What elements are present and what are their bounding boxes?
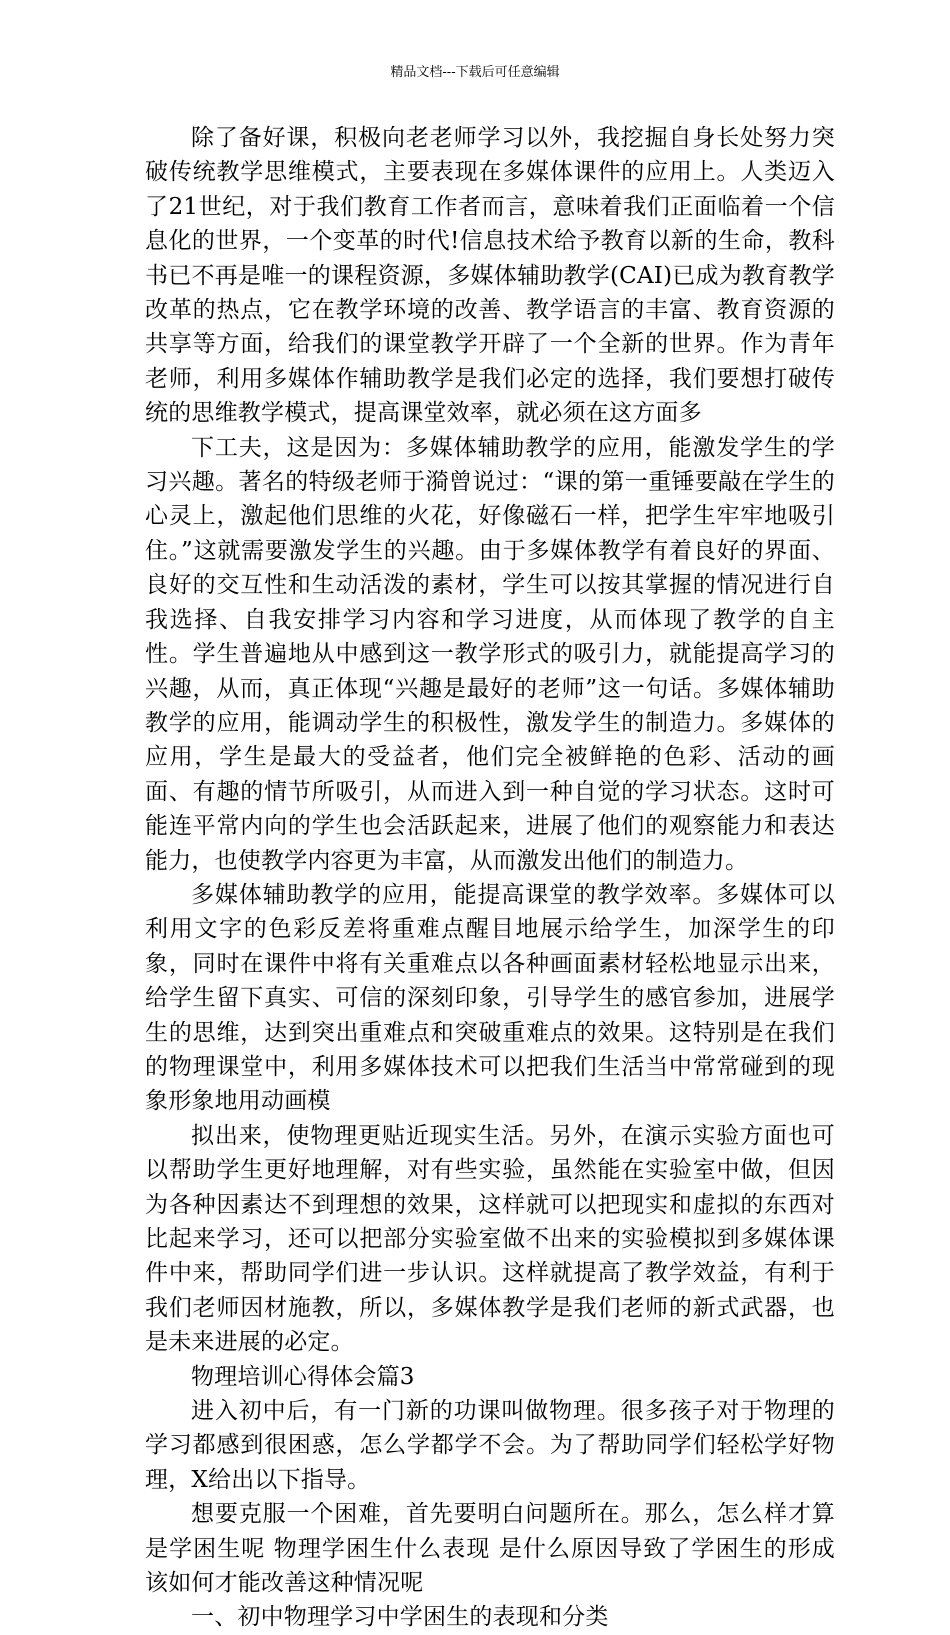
paragraph-1: 除了备好课，积极向老老师学习以外，我挖掘自身长处努力突破传统教学思维模式，主要表现在多媒体课件的应用上。人类迈入了21世纪，对于我们教育工作者而言，意味着我们正面临着一个信息化的世界，一个变革的时代!信息技术给予教育以新的生命，教科书已不再是唯一的课程资源，多媒体辅助教学(CAI)已成为教育教学改革的热点，它在教学环境的改善、教学语言的丰富、教育资源的共享等方面，给我们的课堂教学开辟了一个全新的世界。作为青年老师，利用多媒体作辅助教学是我们必定的选择，我们要想打破传统的思维教学模式，提高课堂效率，就必须在这方面多 [145,125,835,427]
page-header: 精品文档---下载后可任意编辑 [390,65,560,80]
subsection-heading: 一、初中物理学习中学困生的表现和分类 [191,1604,609,1631]
document-body [145,121,835,1635]
paragraph-6: 想要克服一个困难，首先要明白问题所在。那么，怎么样才算是学困生呢 物理学困生什么表现 是什么原因导致了学困生的形成 该如何才能改善这种情况呢 [145,1501,835,1597]
section-title: 物理培训心得体会篇3 [191,1363,415,1390]
paragraph-2: 下工夫，这是因为：多媒体辅助教学的应用，能激发学生的学习兴趣。著名的特级老师于漪曾说过：“课的第一重锤要敲在学生的心灵上，激起他们思维的火花，好像磁石一样，把学生牢牢地吸引住。”这就需要激发学生的兴趣。由于多媒体教学有着良好的界面、良好的交互性和生动活泼的素材，学生可以按其掌握的情况进行自我选择、自我安排学习内容和学习进度，从而体现了教学的自主性。学生普遍地从中感到这一教学形式的吸引力，就能提高学习的兴趣，从而，真正体现“兴趣是最好的老师”这一句话。多媒体辅助教学的应用，能调动学生的积极性，激发学生的制造力。多媒体的应用，学生是最大的受益者，他们完全被鲜艳的色彩、活动的画面、有趣的情节所吸引，从而进入到一种自觉的学习状态。这时可能连平常内向的学生也会活跃起来，进展了他们的观察能力和表达能力，也使教学内容更为丰富，从而激发出他们的制造力。 [145,434,835,874]
paragraph-3: 多媒体辅助教学的应用，能提高课堂的教学效率。多媒体可以利用文字的色彩反差将重难点醒目地展示给学生，加深学生的印象，同时在课件中将有关重难点以各种画面素材轻松地显示出来，给学生留下真实、可信的深刻印象，引导学生的感官参加，进展学生的思维，达到突出重难点和突破重难点的效果。这特别是在我们的物理课堂中，利用多媒体技术可以把我们生活当中常常碰到的现象形象地用动画模 [145,881,835,1115]
paragraph-5: 进入初中后，有一门新的功课叫做物理。很多孩子对于物理的学习都感到很困惑，怎么学都学不会。为了帮助同学们轻松学好物理，X给出以下指导。 [145,1398,835,1493]
paragraph-4: 拟出来，使物理更贴近现实生活。另外，在演示实验方面也可以帮助学生更好地理解，对有些实验，虽然能在实验室中做，但因为各种因素达不到理想的效果，这样就可以把现实和虚拟的东西对比起来学习，还可以把部分实验室做不出来的实验模拟到多媒体课件中来，帮助同学们进一步认识。这样就提高了教学效益，有利于我们老师因材施教，所以，多媒体教学是我们老师的新式武器，也是未来进展的必定。 [145,1122,835,1356]
